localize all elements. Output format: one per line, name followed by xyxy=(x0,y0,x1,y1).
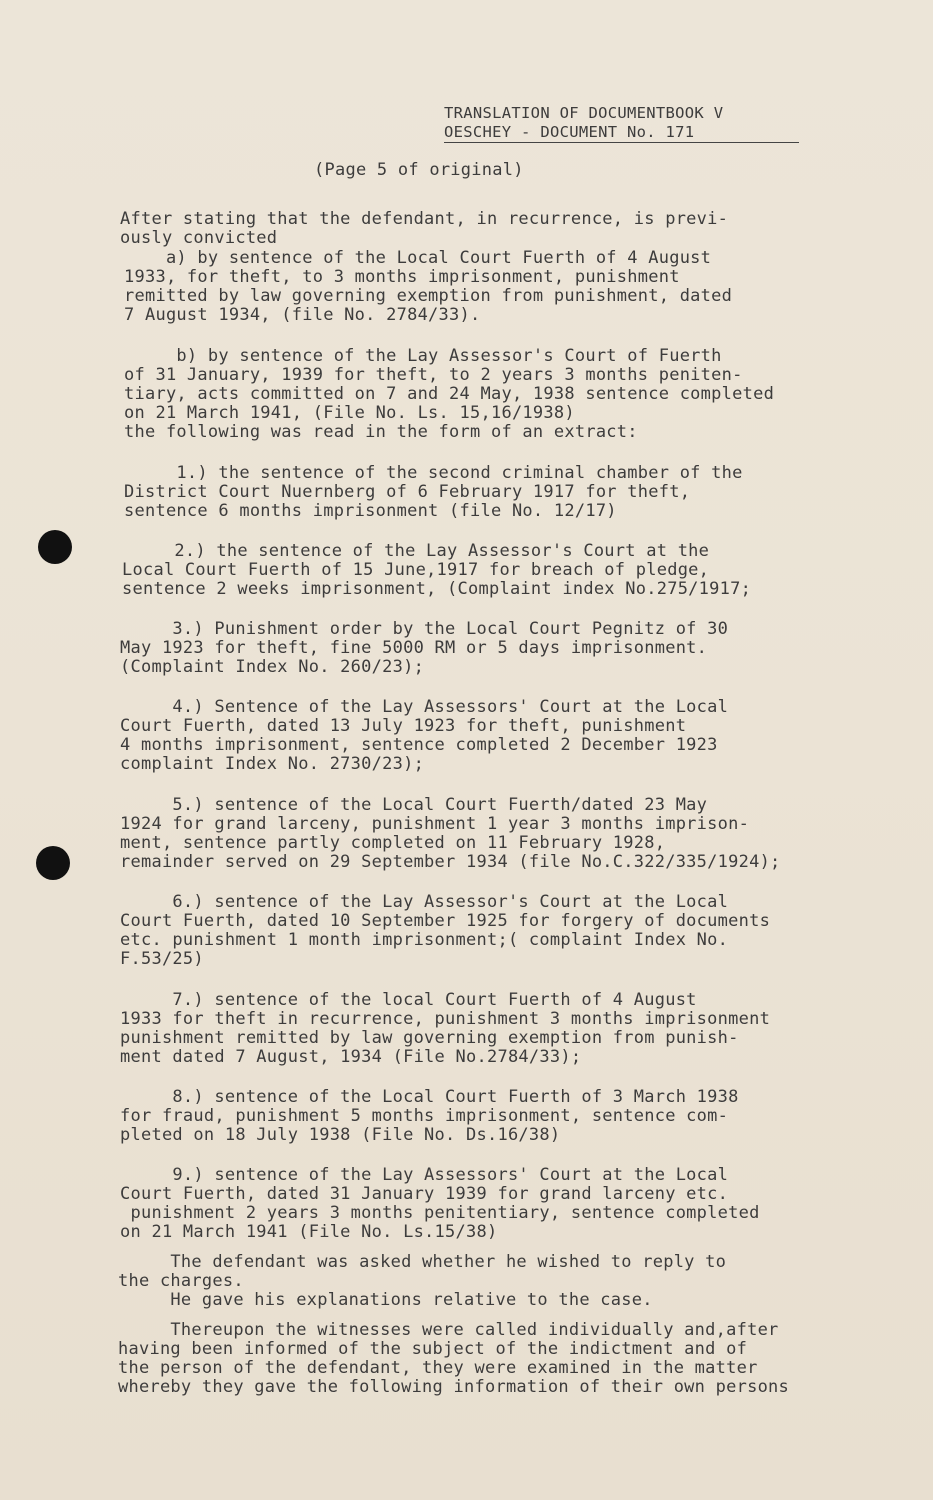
text-line: tiary, acts committed on 7 and 24 May, 1938 sentence completed xyxy=(124,384,775,404)
text-line: 9.) sentence of the Lay Assessors' Court at the Local xyxy=(120,1165,729,1185)
text-line: 6.) sentence of the Lay Assessor's Court at the Local xyxy=(120,892,729,912)
text-line: on 21 March 1941, (File No. Ls. 15,16/1938) xyxy=(124,403,575,423)
text-line: He gave his explanations relative to the case. xyxy=(118,1290,653,1310)
text-line: 8.) sentence of the Local Court Fuerth of 3 March 1938 xyxy=(120,1087,739,1107)
text-line: 1924 for grand larceny, punishment 1 year 3 months imprison- xyxy=(120,814,750,834)
text-line: 1933 for theft in recurrence, punishment 3 months imprisonment xyxy=(120,1009,771,1029)
text-line: remainder served on 29 September 1934 (file No.C.322/335/1924); xyxy=(120,852,781,872)
text-line: for fraud, punishment 5 months imprisonment, sentence com- xyxy=(120,1106,729,1126)
text-line: punishment 2 years 3 months penitentiary, sentence completed xyxy=(120,1203,760,1223)
text-line: The defendant was asked whether he wished to reply to xyxy=(118,1252,727,1272)
text-line: pleted on 18 July 1938 (File No. Ds.16/38) xyxy=(120,1125,561,1145)
text-line: ment, sentence partly completed on 11 February 1928, xyxy=(120,833,666,853)
text-line: 3.) Punishment order by the Local Court Pegnitz of 30 xyxy=(120,619,729,639)
text-line: a) by sentence of the Local Court Fuerth of 4 August xyxy=(124,248,712,268)
text-line: the person of the defendant, they were examined in the matter xyxy=(118,1358,758,1378)
text-line: 4 months imprisonment, sentence completed 2 December 1923 xyxy=(120,735,718,755)
text-line: 2.) the sentence of the Lay Assessor's Court at the xyxy=(122,541,710,561)
text-line: sentence 6 months imprisonment (file No. 12/17) xyxy=(124,501,617,521)
text-line: ment dated 7 August, 1934 (File No.2784/33); xyxy=(120,1047,582,1067)
text-line: ously convicted xyxy=(120,228,278,248)
text-line: 7 August 1934, (file No. 2784/33). xyxy=(124,305,481,325)
text-line: Court Fuerth, dated 10 September 1925 for forgery of documents xyxy=(120,911,771,931)
text-line: F.53/25) xyxy=(120,949,204,969)
text-line: Court Fuerth, dated 31 January 1939 for grand larceny etc. xyxy=(120,1184,729,1204)
text-line: 4.) Sentence of the Lay Assessors' Court at the Local xyxy=(120,697,729,717)
text-line: punishment remitted by law governing exemption from punish- xyxy=(120,1028,739,1048)
text-line: 7.) sentence of the local Court Fuerth of 4 August xyxy=(120,990,697,1010)
text-line: on 21 March 1941 (File No. Ls.15/38) xyxy=(120,1222,498,1242)
text-line: having been informed of the subject of the indictment and of xyxy=(118,1339,748,1359)
text-line: b) by sentence of the Lay Assessor's Court of Fuerth xyxy=(124,346,722,366)
text-line: May 1923 for theft, fine 5000 RM or 5 days imprisonment. xyxy=(120,638,708,658)
text-line: 1.) the sentence of the second criminal chamber of the xyxy=(124,463,743,483)
text-line: the following was read in the form of an extract: xyxy=(124,422,638,442)
text-line: etc. punishment 1 month imprisonment;( complaint Index No. xyxy=(120,930,729,950)
document-header-subtitle: OESCHEY - DOCUMENT No. 171 xyxy=(444,123,799,143)
text-line: 1933, for theft, to 3 months imprisonment, punishment xyxy=(124,267,680,287)
text-line: 5.) sentence of the Local Court Fuerth/dated 23 May xyxy=(120,795,708,815)
text-line: sentence 2 weeks imprisonment, (Complaint index No.275/1917; xyxy=(122,579,752,599)
text-line: Local Court Fuerth of 15 June,1917 for breach of pledge, xyxy=(122,560,710,580)
document-header-title: TRANSLATION OF DOCUMENTBOOK V xyxy=(444,104,724,122)
text-line: Thereupon the witnesses were called individually and,after xyxy=(118,1320,779,1340)
text-line: After stating that the defendant, in recurrence, is previ- xyxy=(120,209,729,229)
text-line: remitted by law governing exemption from punishment, dated xyxy=(124,286,733,306)
text-line: whereby they gave the following information of their own persons xyxy=(118,1377,790,1397)
text-line: the charges. xyxy=(118,1271,244,1291)
punch-hole xyxy=(36,846,70,880)
text-line: Court Fuerth, dated 13 July 1923 for theft, punishment xyxy=(120,716,687,736)
text-line: complaint Index No. 2730/23); xyxy=(120,754,425,774)
punch-hole xyxy=(38,530,72,564)
text-line: (Complaint Index No. 260/23); xyxy=(120,657,425,677)
page-note: (Page 5 of original) xyxy=(314,160,524,180)
text-line: District Court Nuernberg of 6 February 1917 for theft, xyxy=(124,482,691,502)
text-line: of 31 January, 1939 for theft, to 2 years 3 months peniten- xyxy=(124,365,743,385)
